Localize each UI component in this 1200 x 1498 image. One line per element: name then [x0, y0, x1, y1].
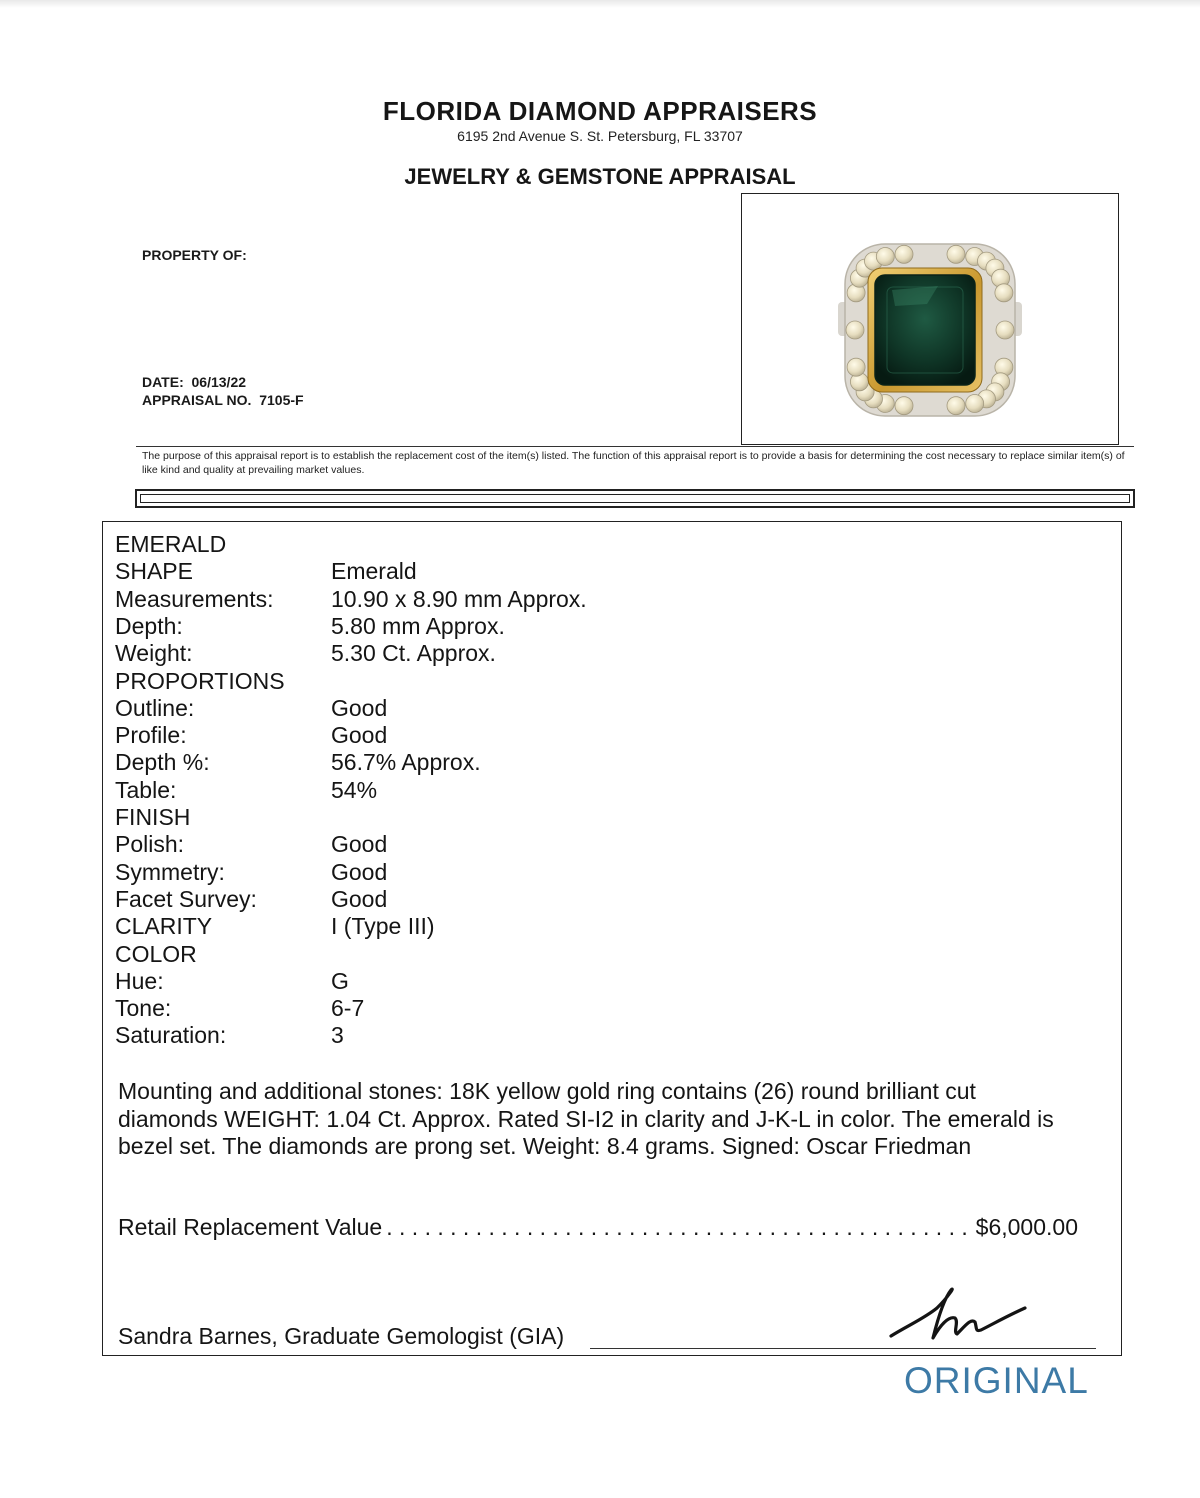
halo-diamond	[947, 397, 965, 415]
mounting-line: diamonds WEIGHT: 1.04 Ct. Approx. Rated SI-I2 in clarity and J-K-L in color. The emerald is	[118, 1105, 1054, 1132]
spec-value: Good	[331, 831, 388, 858]
halo-diamond	[995, 284, 1013, 302]
spec-value: Emerald	[331, 558, 417, 585]
spec-row	[115, 531, 331, 558]
mounting-description	[118, 1078, 1118, 1161]
halo-diamond	[846, 321, 864, 339]
replacement-value-label: Retail Replacement Value	[118, 1214, 383, 1240]
halo-diamond	[876, 248, 894, 266]
spec-label: Outline:	[115, 694, 195, 721]
spec-row	[115, 640, 496, 667]
spec-value: Good	[331, 694, 388, 721]
spec-label: Hue:	[115, 967, 164, 994]
original-stamp: ORIGINAL	[904, 1360, 1089, 1401]
spec-label: PROPORTIONS	[115, 667, 285, 694]
date-label: DATE:	[142, 374, 184, 390]
leader-dots	[386, 1214, 969, 1241]
company-name: FLORIDA DIAMOND APPRAISERS	[382, 96, 818, 126]
report-title: JEWELRY & GEMSTONE APPRAISAL	[404, 164, 796, 189]
spec-row	[115, 859, 387, 886]
spec-row	[115, 749, 481, 776]
purpose-statement: The purpose of this appraisal report is to establish the replacement cost of the item(s) listed. The function of this appraisal report is to provide a basis for determining the cost necessary to replace similar item(s) of like kind and quality at prevailing market values.	[142, 450, 1125, 476]
spec-row	[115, 613, 505, 640]
spec-row	[115, 941, 331, 968]
appraiser-name: Sandra Barnes, Graduate Gemologist (GIA)	[118, 1323, 565, 1349]
spec-value: 54%	[331, 776, 378, 803]
spec-label: Polish:	[115, 831, 185, 858]
spec-label: EMERALD	[115, 531, 227, 557]
halo-diamond	[895, 397, 913, 415]
halo-diamond	[895, 245, 913, 263]
spec-label: Saturation:	[115, 1022, 227, 1049]
spec-label: Depth %:	[115, 749, 210, 776]
handwritten-signature	[885, 1278, 1035, 1353]
mounting-line: Mounting and additional stones: 18K yellow gold ring contains (26) round brilliant cut	[118, 1078, 976, 1104]
spec-label: Table:	[115, 776, 177, 803]
halo-diamond	[847, 358, 865, 376]
spec-value: 5.30 Ct. Approx.	[331, 640, 496, 667]
spec-value: 10.90 x 8.90 mm Approx.	[331, 585, 587, 612]
spec-row	[115, 777, 377, 804]
date-row	[142, 374, 246, 390]
appraisal-number-row	[142, 392, 304, 408]
spec-row	[115, 722, 387, 749]
spec-label: Depth:	[115, 612, 183, 639]
spec-label: SHAPE	[115, 558, 193, 585]
spec-label: Symmetry:	[115, 858, 225, 885]
spec-row	[115, 913, 435, 940]
spec-label: Facet Survey:	[115, 885, 257, 912]
spec-value: Good	[331, 858, 388, 885]
mounting-line: bezel set. The diamonds are prong set. Weight: 8.4 grams. Signed: Oscar Friedman	[118, 1133, 972, 1159]
spec-row	[115, 804, 331, 831]
spec-value: 56.7% Approx.	[331, 749, 481, 776]
company-address: 6195 2nd Avenue S. St. Petersburg, FL 33707	[457, 128, 743, 144]
spec-value: G	[331, 967, 349, 994]
spec-row	[115, 695, 387, 722]
spec-value: 6-7	[331, 995, 365, 1022]
spec-label: Tone:	[115, 995, 172, 1022]
item-photo	[741, 193, 1119, 445]
spec-row	[115, 886, 387, 913]
spec-row	[115, 586, 587, 613]
appraisal-number-value: 7105-F	[259, 392, 304, 408]
header-divider	[136, 446, 1134, 447]
scan-edge	[0, 0, 1200, 8]
spec-row	[115, 995, 364, 1022]
halo-diamond	[947, 245, 965, 263]
spec-label: Profile:	[115, 722, 187, 749]
halo-diamond	[996, 321, 1014, 339]
spec-row	[115, 831, 387, 858]
spec-value: 3	[331, 1022, 344, 1049]
replacement-value-amount: $6,000.00	[975, 1214, 1078, 1240]
spec-label: CLARITY	[115, 913, 213, 940]
spec-label: COLOR	[115, 940, 197, 967]
spec-row	[115, 668, 331, 695]
spec-row	[115, 968, 349, 995]
replacement-value-row	[118, 1214, 1078, 1242]
spec-label: Weight:	[115, 640, 193, 667]
ring-photo-icon	[742, 194, 1118, 444]
spec-value: Good	[331, 885, 388, 912]
property-of-label: PROPERTY OF:	[142, 247, 247, 263]
spec-value: I (Type III)	[331, 913, 435, 940]
halo-diamond	[966, 395, 984, 413]
spec-row	[115, 558, 417, 585]
spec-label: Measurements:	[115, 585, 274, 612]
date-value: 06/13/22	[191, 374, 247, 390]
section-divider-bar	[135, 489, 1135, 508]
spec-value: Good	[331, 722, 388, 749]
spec-row	[115, 1022, 344, 1049]
spec-value: 5.80 mm Approx.	[331, 612, 505, 639]
spec-label: FINISH	[115, 804, 191, 830]
appraisal-number-label: APPRAISAL NO.	[142, 392, 252, 408]
